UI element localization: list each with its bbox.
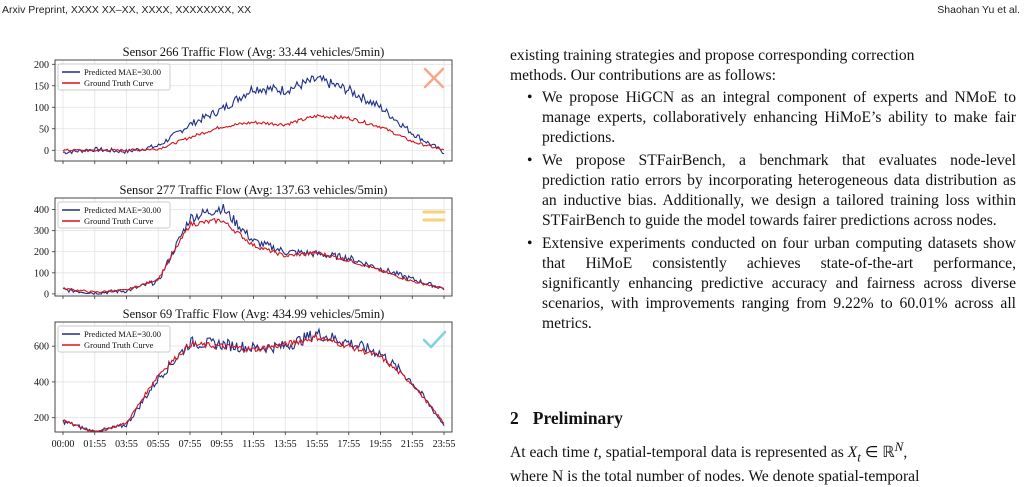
x-tick-label: 19:55 (369, 439, 392, 450)
section-title: Preliminary (532, 408, 623, 428)
y-tick-label: 100 (34, 102, 49, 114)
y-tick-label: 0 (44, 145, 49, 157)
section-heading (510, 408, 623, 429)
y-tick-label: 400 (34, 377, 49, 389)
x-tick-label: 17:55 (337, 439, 361, 450)
legend-label-predicted: Predicted MAE=30.00 (84, 329, 162, 339)
math-t: t (593, 444, 598, 462)
y-tick-label: 0 (44, 289, 49, 301)
contribution-item (527, 88, 1016, 148)
para-text: At each time (510, 444, 594, 462)
para-text: , (903, 444, 908, 462)
preliminary-line-2: where N is the total number of nodes. We denote spatial-temporal (510, 468, 920, 486)
legend-label-ground-truth: Ground Truth Curve (84, 78, 154, 88)
para-text: , spatial-temporal data is represented as (597, 444, 848, 462)
x-tick-label: 07:55 (178, 439, 202, 450)
contribution-item (527, 234, 1016, 334)
x-tick-label: 00:00 (51, 439, 75, 450)
x-tick-label: 23:55 (432, 439, 456, 450)
y-tick-label: 200 (34, 413, 49, 425)
y-tick-label: 100 (34, 268, 49, 280)
preliminary-line-1 (510, 437, 1016, 467)
x-tick-label: 09:55 (210, 439, 234, 450)
y-tick-label: 400 (34, 205, 49, 217)
traffic-flow-figure (0, 40, 470, 450)
section-number: 2 (510, 408, 519, 428)
y-tick-label: 200 (34, 59, 49, 71)
math-X: X (847, 444, 858, 462)
intro-line-1: existing training strategies and propose corresponding correction (510, 47, 915, 64)
x-tick-label: 05:55 (146, 439, 170, 450)
math-subscript: t (857, 449, 861, 465)
chart-title: Sensor 266 Traffic Flow (Avg: 33.44 vehicles/5min) (122, 45, 385, 59)
bullet-icon: • (527, 89, 533, 106)
math-superscript: N (894, 439, 904, 454)
legend-label-ground-truth: Ground Truth Curve (84, 216, 154, 226)
running-header-right: Shaohan Yu et al. (937, 4, 1020, 16)
y-tick-label: 150 (34, 81, 49, 93)
x-tick-label: 01:55 (83, 439, 107, 450)
y-tick-label: 50 (39, 124, 49, 136)
intro-text (510, 46, 1016, 337)
contribution-item (527, 151, 1016, 231)
x-tick-label: 13:55 (273, 439, 297, 450)
intro-line-2: methods. Our contributions are as follows: (510, 67, 776, 84)
contribution-list (510, 88, 1016, 334)
preliminary-paragraph (510, 437, 1016, 487)
y-tick-label: 600 (34, 341, 49, 353)
legend-label-predicted: Predicted MAE=30.00 (84, 205, 162, 215)
contribution-text: Extensive experiments conducted on four urban computing datasets show that HiMoE consistently achieves state-of-the-art performance, significantly enhancing predictive accuracy and fairness across diverse scenarios, with improvements ranging from 9.22% to 60.01% across all metrics. (542, 235, 1016, 332)
y-tick-label: 200 (34, 247, 49, 259)
chart-panel-1 (34, 45, 452, 164)
running-header-left: Arxiv Preprint, XXXX XX–XX, XXXX, XXXXXXXX, XX (2, 4, 252, 16)
x-tick-label: 15:55 (305, 439, 329, 450)
y-tick-label: 300 (34, 226, 49, 238)
bullet-icon: • (527, 152, 533, 169)
x-tick-label: 21:55 (400, 439, 424, 450)
math-in-R: ∈ ℝ (860, 444, 895, 462)
chart-title: Sensor 69 Traffic Flow (Avg: 434.99 vehicles/5min) (122, 307, 385, 321)
contribution-text: We propose HiGCN as an integral component of experts and NMoE to manage experts, collaboratively enhancing HiMoE’s ability to make fair predictions. (542, 89, 1016, 146)
contribution-text: We propose STFairBench, a benchmark that evaluates node-level prediction ratio errors by incorporating heterogeneous data distribution as an inductive bias. Additionally, we design a tailored training loss within STFairBench to guide the model towards fairer predictions across nodes. (542, 152, 1016, 229)
legend-label-predicted: Predicted MAE=30.00 (84, 67, 162, 77)
chart-panel-3 (34, 307, 455, 450)
check-icon (424, 332, 445, 347)
legend-label-ground-truth: Ground Truth Curve (84, 340, 154, 350)
x-tick-label: 03:55 (115, 439, 138, 450)
chart-title: Sensor 277 Traffic Flow (Avg: 137.63 vehicles/5min) (119, 183, 388, 197)
x-tick-label: 11:55 (242, 439, 265, 450)
bullet-icon: • (527, 235, 533, 252)
chart-panel-2 (34, 183, 452, 300)
